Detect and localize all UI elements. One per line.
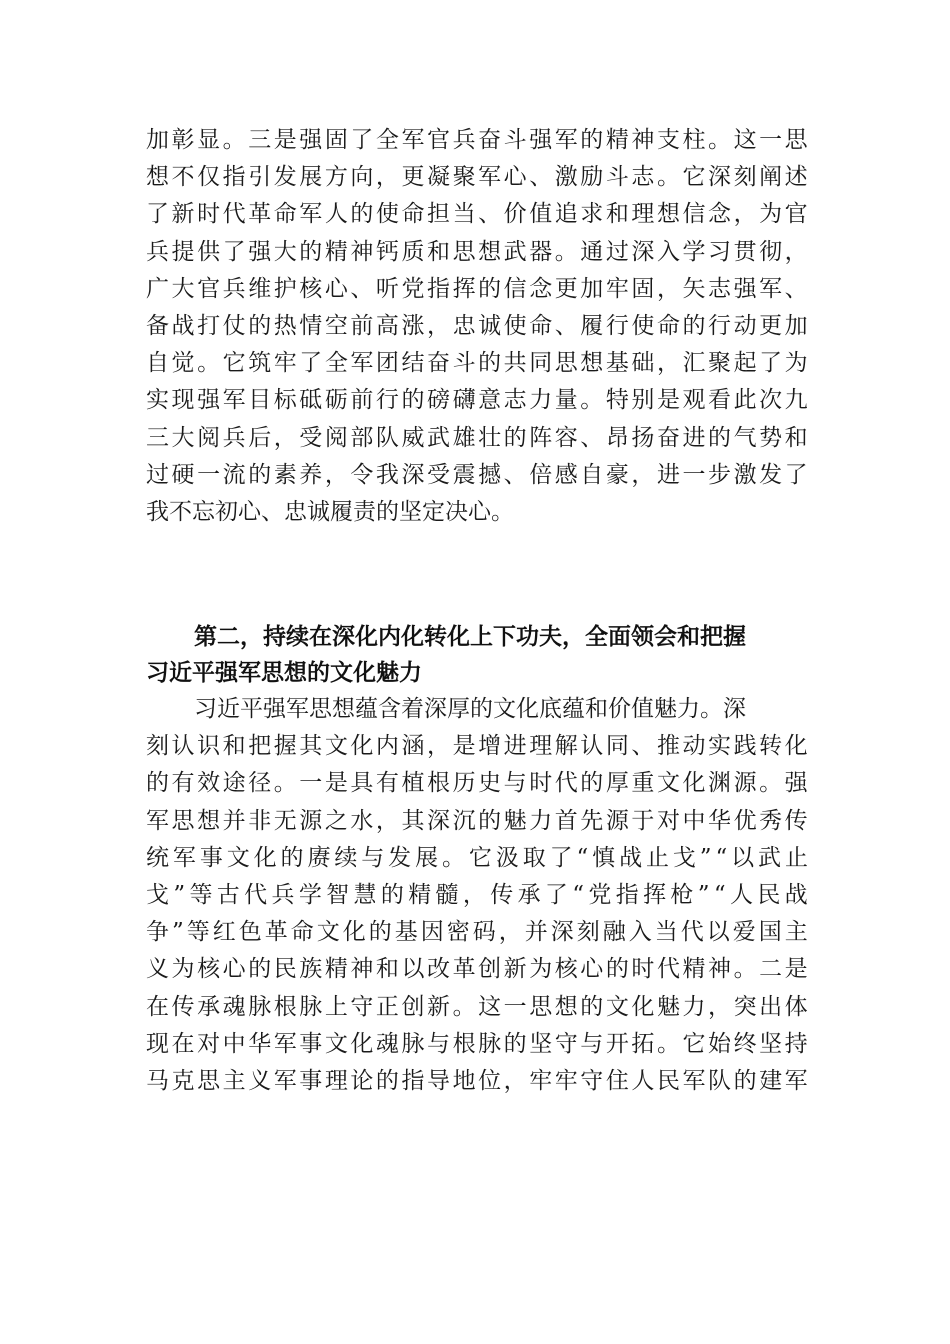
text-line: 了 新 时 代 革 命 军 人 的 使 命 担 当 、 价 值 追 求 和 理 想 信 念 ， 为 官 [146,201,808,228]
text-line: 军 思 想 并 非 无 源 之 水 ， 其 深 沉 的 魅 力 首 先 源 于 对 中 华 优 秀 传 [146,807,808,834]
text-line: 过 硬 一 流 的 素 养 ， 令 我 深 受 震 撼 、 倍 感 自 豪 ， 进 一 步 激 发 了 [146,461,808,488]
text-line: 习近平强军思想蕴含着深厚的文化底蕴和价值魅力。深 [194,696,746,722]
text-line: 加 彰 显 。 三 是 强 固 了 全 军 官 兵 奋 斗 强 军 的 精 神 支 柱 。 这 一 思 [146,127,808,153]
section-heading [146,619,808,691]
text-line: 刻 认 识 和 把 握 其 文 化 内 涵 ， 是 增 进 理 解 认 同 、 推 动 实 践 转 化 [146,733,808,760]
text-line: 自 觉 。 它 筑 牢 了 全 军 团 结 奋 斗 的 共 同 思 想 基 础 ， 汇 聚 起 了 为 [146,350,808,377]
text-line: 想 不 仅 指 引 发 展 方 向 ， 更 凝 聚 军 心 、 激 励 斗 志 。 它 深 刻 阐 述 [146,164,808,191]
text-line: 现 在 对 中 华 军 事 文 化 魂 脉 与 根 脉 的 坚 守 与 开 拓 。 它 始 终 坚 持 [146,1030,808,1057]
text-line: 我不忘初心、忠诚履责的坚定决心。 [146,498,514,525]
text-line: 的 有 效 途 径 。 一 是 具 有 植 根 历 史 与 时 代 的 厚 重 文 化 渊 源 。 强 [146,770,808,797]
text-line: 三 大 阅 兵 后 ， 受 阅 部 队 威 武 雄 壮 的 阵 容 、 昂 扬 奋 进 的 气 势 和 [146,424,808,451]
text-line: 义 为 核 心 的 民 族 精 神 和 以 改 革 创 新 为 核 心 的 时 代 精 神 。 二 是 [146,956,808,983]
text-line: 戈 ” 等 古 代 兵 学 智 慧 的 精 髓 ， 传 承 了 “ 党 指 挥 枪 ” “ 人 民 战 [146,881,808,908]
body-paragraph-1 [146,122,808,531]
text-line: 争 ” 等 红 色 革 命 文 化 的 基 因 密 码 ， 并 深 刻 融 入 当 代 以 爱 国 主 [146,919,808,946]
text-line: 兵 提 供 了 强 大 的 精 神 钙 质 和 思 想 武 器 。 通 过 深 入 学 习 贯 彻 ， [146,238,808,265]
text-line: 广 大 官 兵 维 护 核 心 、 听 党 指 挥 的 信 念 更 加 牢 固 ， 矢 志 强 军 、 [146,275,808,302]
text-line: 备 战 打 仗 的 热 情 空 前 高 涨 ， 忠 诚 使 命 、 履 行 使 命 的 行 动 更 加 [146,312,808,339]
heading-line: 第二，持续在深化内化转化上下功夫，全面领会和把握 [194,624,746,650]
text-line: 统 军 事 文 化 的 赓 续 与 发 展 。 它 汲 取 了 “ 慎 战 止 戈 ” “ 以 武 止 [146,844,808,871]
heading-line: 习近平强军思想的文化魅力 [146,660,422,686]
text-line: 马 克 思 主 义 军 事 理 论 的 指 导 地 位 ， 牢 牢 守 住 人 民 军 队 的 建 军 [146,1067,808,1094]
body-paragraph-2 [146,691,808,1100]
text-line: 在 传 承 魂 脉 根 脉 上 守 正 创 新 。 这 一 思 想 的 文 化 魅 力 ， 突 出 体 [146,993,808,1020]
text-line: 实 现 强 军 目 标 砥 砺 前 行 的 磅 礴 意 志 力 量 。 特 别 是 观 看 此 次 九 [146,387,808,414]
